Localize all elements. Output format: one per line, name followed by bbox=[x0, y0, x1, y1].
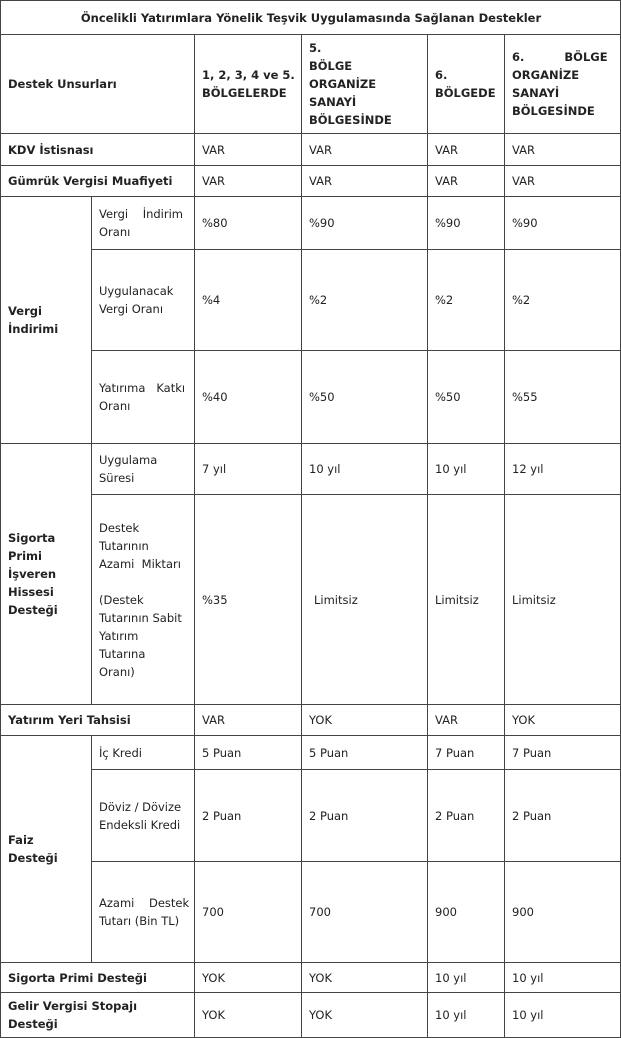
cell-value: %35 bbox=[195, 495, 302, 705]
cell-value: 2 Puan bbox=[195, 770, 302, 862]
row-label: Gelir Vergisi Stopajı Desteği bbox=[1, 993, 195, 1038]
cell-value: 700 bbox=[195, 862, 302, 963]
cell-value: %80 bbox=[195, 197, 302, 250]
header-col2-line: BÖLGESİNDE bbox=[309, 113, 392, 127]
cell-value: 10 yıl bbox=[505, 993, 621, 1038]
sub-label-line: Tutarı (Bin TL) bbox=[99, 914, 180, 928]
cell-value: 5 Puan bbox=[195, 736, 302, 770]
header-col3-line: 6. bbox=[435, 68, 448, 82]
group-label-vergi bbox=[1, 197, 92, 444]
sub-label: İç Kredi bbox=[92, 736, 195, 770]
sub-label-line: Oranı bbox=[99, 399, 131, 413]
cell-value: %2 bbox=[428, 250, 505, 351]
cell-value: 10 yıl bbox=[302, 444, 428, 495]
cell-value: %50 bbox=[428, 351, 505, 444]
sub-label-line: Azami Destek bbox=[99, 896, 190, 910]
cell-value: 2 Puan bbox=[505, 770, 621, 862]
row-label: KDV İstisnası bbox=[1, 134, 195, 166]
sub-label-line: Tutarına bbox=[99, 646, 146, 661]
table-row bbox=[1, 444, 621, 495]
cell-value: VAR bbox=[302, 134, 428, 166]
cell-value: VAR bbox=[195, 134, 302, 166]
cell-value: YOK bbox=[302, 705, 428, 736]
header-row bbox=[1, 35, 621, 134]
cell-value: %90 bbox=[505, 197, 621, 250]
group-label-line: Desteği bbox=[8, 603, 58, 617]
sub-label bbox=[92, 862, 195, 963]
cell-value: VAR bbox=[195, 166, 302, 197]
cell-value: 7 Puan bbox=[505, 736, 621, 770]
sub-label-line: Endeksli Kredi bbox=[99, 817, 181, 832]
cell-value: 12 yıl bbox=[505, 444, 621, 495]
header-col1 bbox=[195, 35, 302, 134]
header-col4 bbox=[505, 35, 621, 134]
header-col2-line: BÖLGE ORGANİZE bbox=[309, 59, 377, 91]
cell-value: 2 Puan bbox=[428, 770, 505, 862]
cell-value: YOK bbox=[505, 705, 621, 736]
header-col4-line: BÖLGESİNDE bbox=[512, 104, 595, 118]
sub-label-line: Yatırıma Katkı bbox=[99, 381, 186, 395]
cell-value: Limitsiz bbox=[428, 495, 505, 705]
table-row bbox=[1, 197, 621, 250]
group-label-line: İşveren bbox=[8, 567, 57, 581]
header-col1-line: BÖLGELERDE bbox=[202, 86, 287, 100]
cell-value: 2 Puan bbox=[302, 770, 428, 862]
table-row bbox=[1, 134, 621, 166]
cell-value: Limitsiz bbox=[505, 495, 621, 705]
sub-label bbox=[92, 495, 195, 705]
cell-value: 10 yıl bbox=[428, 444, 505, 495]
table-row bbox=[1, 862, 621, 963]
table-row bbox=[1, 736, 621, 770]
cell-value: 700 bbox=[302, 862, 428, 963]
table-row bbox=[1, 993, 621, 1038]
sub-label-line: Oranı bbox=[99, 225, 131, 239]
table-title: Öncelikli Yatırımlara Yönelik Teşvik Uygulamasında Sağlanan Destekler bbox=[1, 1, 621, 35]
group-label-line: Primi bbox=[8, 549, 42, 563]
cell-value: %2 bbox=[302, 250, 428, 351]
cell-value: Limitsiz bbox=[302, 495, 428, 705]
cell-value: %55 bbox=[505, 351, 621, 444]
sub-label-line: Uygulama bbox=[99, 453, 158, 467]
sub-label-line: Süresi bbox=[99, 471, 135, 485]
sub-label-line: Yatırım bbox=[99, 628, 139, 643]
header-col4-line: 6. BÖLGE bbox=[512, 50, 608, 64]
group-label-sigorta bbox=[1, 444, 92, 705]
cell-value: VAR bbox=[195, 705, 302, 736]
group-label-line: Hissesi bbox=[8, 585, 54, 599]
group-label-line: İndirimi bbox=[8, 322, 59, 336]
table-row bbox=[1, 963, 621, 993]
sub-label bbox=[92, 444, 195, 495]
sub-label-line: Vergi Oranı bbox=[99, 302, 164, 316]
cell-value: YOK bbox=[195, 993, 302, 1038]
header-col1-line: 1, 2, 3, 4 ve 5. bbox=[202, 68, 295, 82]
table-row bbox=[1, 166, 621, 197]
row-label: Sigorta Primi Desteği bbox=[1, 963, 195, 993]
group-label-faiz: Faiz Desteği bbox=[1, 736, 92, 963]
header-col4-line: ORGANİZE bbox=[512, 68, 580, 82]
cell-value: YOK bbox=[302, 963, 428, 993]
sub-label-line: Oranı) bbox=[99, 664, 135, 679]
row-label: Gümrük Vergisi Muafiyeti bbox=[1, 166, 195, 197]
cell-value: 7 Puan bbox=[428, 736, 505, 770]
cell-value: 10 yıl bbox=[428, 963, 505, 993]
header-col2-line: 5. bbox=[309, 41, 322, 55]
cell-value: VAR bbox=[505, 134, 621, 166]
row-label: Yatırım Yeri Tahsisi bbox=[1, 705, 195, 736]
cell-value: 7 yıl bbox=[195, 444, 302, 495]
sub-label-line: Tutarının Sabit bbox=[99, 610, 182, 625]
sub-label bbox=[92, 770, 195, 862]
table-row bbox=[1, 770, 621, 862]
table-row bbox=[1, 250, 621, 351]
header-col3-line: BÖLGEDE bbox=[435, 86, 496, 100]
title-row bbox=[1, 1, 621, 35]
cell-value: YOK bbox=[302, 993, 428, 1038]
table-row bbox=[1, 351, 621, 444]
sub-label-line: Tutarının bbox=[99, 538, 149, 553]
cell-value: VAR bbox=[505, 166, 621, 197]
sub-label bbox=[92, 351, 195, 444]
sub-label-line: Döviz / Dövize bbox=[99, 799, 182, 814]
group-label-line: Sigorta bbox=[8, 531, 56, 545]
cell-value: VAR bbox=[428, 134, 505, 166]
header-col2 bbox=[302, 35, 428, 134]
table-row bbox=[1, 705, 621, 736]
cell-value: %4 bbox=[195, 250, 302, 351]
sub-label bbox=[92, 197, 195, 250]
cell-value: %90 bbox=[302, 197, 428, 250]
cell-value: 900 bbox=[428, 862, 505, 963]
sub-label bbox=[92, 250, 195, 351]
cell-value: 900 bbox=[505, 862, 621, 963]
cell-value: VAR bbox=[302, 166, 428, 197]
header-label: Destek Unsurları bbox=[1, 35, 195, 134]
cell-value: %2 bbox=[505, 250, 621, 351]
header-col2-line: SANAYİ bbox=[309, 95, 357, 109]
header-col3 bbox=[428, 35, 505, 134]
cell-value: 10 yıl bbox=[505, 963, 621, 993]
cell-value: 10 yıl bbox=[428, 993, 505, 1038]
sub-label-line: (Destek bbox=[99, 592, 144, 607]
cell-value: YOK bbox=[195, 963, 302, 993]
table-row bbox=[1, 495, 621, 705]
sub-label-line: Uygulanacak bbox=[99, 284, 174, 298]
sub-label-line: Destek bbox=[99, 520, 140, 535]
sub-label-line: Azami Miktarı bbox=[99, 556, 181, 571]
cell-value: 5 Puan bbox=[302, 736, 428, 770]
cell-value: %50 bbox=[302, 351, 428, 444]
cell-value: %40 bbox=[195, 351, 302, 444]
cell-value: VAR bbox=[428, 166, 505, 197]
cell-value: VAR bbox=[428, 705, 505, 736]
cell-value: %90 bbox=[428, 197, 505, 250]
header-col4-line: SANAYİ bbox=[512, 86, 560, 100]
group-label-line: Vergi bbox=[8, 304, 42, 318]
sub-label-line: Vergi İndirim bbox=[99, 207, 183, 221]
